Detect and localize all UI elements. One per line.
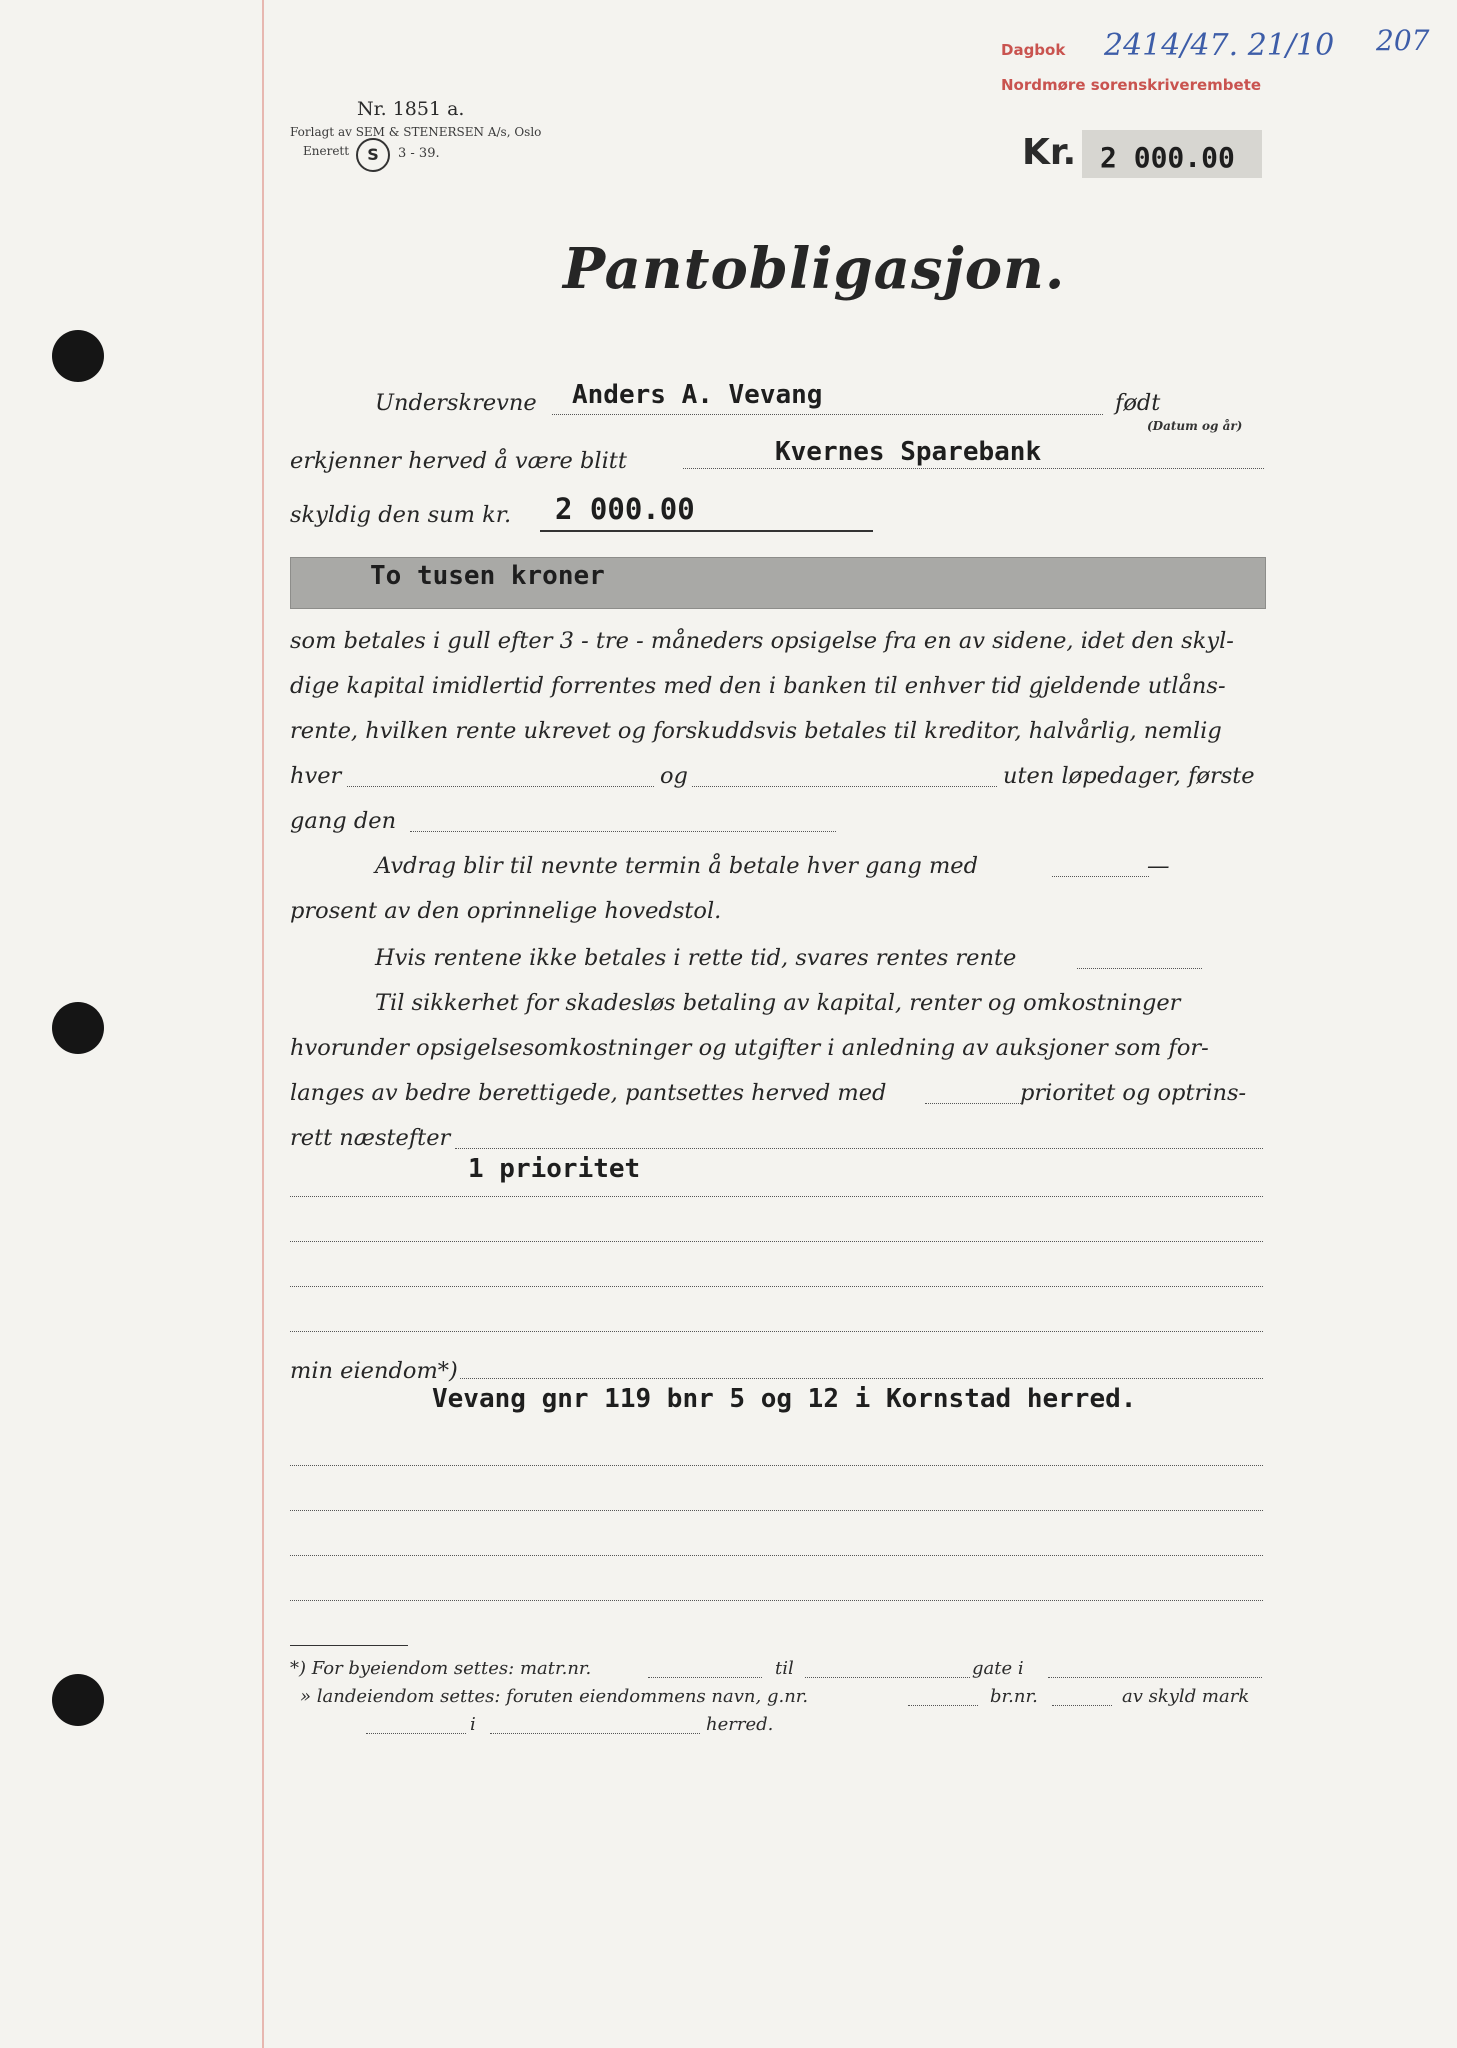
dotted-rule xyxy=(290,1600,1263,1601)
publisher-rights: Enerett xyxy=(303,144,350,158)
interest-line: Hvis rentene ikke betales i rette tid, svares rentes rente xyxy=(375,945,1017,971)
security-line: langes av bedre berettigede, pantsettes herved med xyxy=(290,1080,887,1106)
publisher-date: 3 - 39. xyxy=(398,146,440,161)
security-line: prioritet og optrins- xyxy=(1020,1080,1247,1106)
dotted-rule xyxy=(460,1378,1263,1379)
document-title: Pantobligasjon. xyxy=(563,236,1066,302)
dotted-rule xyxy=(290,1465,1263,1466)
percent-line: prosent av den oprinnelige hovedstol. xyxy=(290,898,722,924)
dotted-rule xyxy=(366,1733,466,1734)
dotted-rule xyxy=(1077,968,1202,969)
punch-hole xyxy=(52,1674,104,1726)
terms-line: rente, hvilken rente ukrevet og forskuddsvis betales til kreditor, halvårlig, nemlig xyxy=(290,718,1222,744)
born-label: født xyxy=(1115,390,1161,416)
security-line: Til sikkerhet for skadesløs betaling av kapital, renter og omkostninger xyxy=(375,990,1181,1016)
dotted-rule xyxy=(410,831,836,832)
footnote-line: til xyxy=(775,1658,794,1679)
sum-underline xyxy=(540,530,873,532)
sum-in-words: To tusen kroner xyxy=(370,561,605,591)
footnote-line: » landeiendom settes: foruten eiendommens navn, g.nr. xyxy=(300,1686,809,1707)
dotted-rule xyxy=(805,1677,970,1678)
security-line: hvorunder opsigelsesomkostninger og utgifter i anledning av auksjoner som for- xyxy=(290,1035,1209,1061)
installment-dash: — xyxy=(1147,853,1170,879)
dotted-rule xyxy=(290,1196,1263,1197)
punch-hole xyxy=(52,1002,104,1054)
footnote-line: herred. xyxy=(706,1714,774,1735)
kr-label: Kr. xyxy=(1022,132,1077,173)
footnote-line: av skyld mark xyxy=(1122,1686,1250,1707)
margin-rule xyxy=(262,0,264,2048)
dotted-rule xyxy=(1052,1705,1112,1706)
stamp-office: Nordmøre sorenskriverembete xyxy=(1001,76,1262,94)
dotted-rule xyxy=(290,1555,1263,1556)
dotted-rule xyxy=(347,786,654,787)
owes-label: skyldig den sum kr. xyxy=(290,502,512,528)
gang-den-label: gang den xyxy=(290,808,397,834)
stamp-dagbok: Dagbok xyxy=(1001,41,1066,59)
publisher-logo: S xyxy=(356,138,390,172)
footnote-line: gate i xyxy=(972,1658,1024,1679)
publisher-line: Forlagt av SEM & STENERSEN A/s, Oslo xyxy=(290,125,542,139)
page-number: 207 xyxy=(1376,24,1430,57)
acknowledge-label: erkjenner herved å være blitt xyxy=(290,448,627,474)
undersigned-name: Anders A. Vevang xyxy=(572,380,823,410)
footnote-line: i xyxy=(470,1714,476,1735)
footnote-line: br.nr. xyxy=(990,1686,1038,1707)
dotted-rule xyxy=(1048,1677,1262,1678)
property-value: Vevang gnr 119 bnr 5 og 12 i Kornstad herred. xyxy=(432,1384,1137,1414)
kr-amount: 2 000.00 xyxy=(1100,141,1235,174)
dotted-rule xyxy=(290,1510,1263,1511)
dotted-rule xyxy=(908,1705,978,1706)
dotted-rule xyxy=(290,1286,1263,1287)
footnote-separator xyxy=(290,1645,408,1646)
terms-line: som betales i gull efter 3 - tre - måneders opsigelse fra en av sidene, idet den skyl- xyxy=(290,628,1234,654)
born-note: (Datum og år) xyxy=(1147,419,1243,433)
uten-label: uten løpedager, første xyxy=(1003,763,1255,789)
dotted-rule xyxy=(648,1677,762,1678)
sum-value: 2 000.00 xyxy=(555,492,695,526)
installment-line: Avdrag blir til nevnte termin å betale hver gang med xyxy=(375,853,979,879)
dotted-rule xyxy=(490,1733,700,1734)
dotted-rule xyxy=(290,1241,1263,1242)
priority-value: 1 prioritet xyxy=(468,1154,641,1184)
dotted-rule xyxy=(683,468,1264,469)
creditor-name: Kvernes Sparebank xyxy=(775,437,1042,467)
dotted-rule xyxy=(1052,876,1149,877)
handwritten-journal-ref: 2414/47. 21/10 xyxy=(1104,28,1335,63)
hver-label: hver xyxy=(290,763,342,789)
form-number: Nr. 1851 a. xyxy=(357,98,465,120)
undersigned-label: Underskrevne xyxy=(375,390,537,416)
property-label: min eiendom*) xyxy=(290,1358,458,1384)
dotted-rule xyxy=(552,414,1103,415)
dotted-rule xyxy=(925,1103,1021,1104)
footnote-line: *) For byeiendom settes: matr.nr. xyxy=(290,1658,592,1679)
dotted-rule xyxy=(455,1148,1263,1149)
dotted-rule xyxy=(692,786,997,787)
punch-hole xyxy=(52,330,104,382)
dotted-rule xyxy=(290,1331,1263,1332)
terms-line: dige kapital imidlertid forrentes med den i banken til enhver tid gjeldende utlåns- xyxy=(290,673,1226,699)
og-label: og xyxy=(660,763,688,789)
security-line: rett næstefter xyxy=(290,1125,451,1151)
